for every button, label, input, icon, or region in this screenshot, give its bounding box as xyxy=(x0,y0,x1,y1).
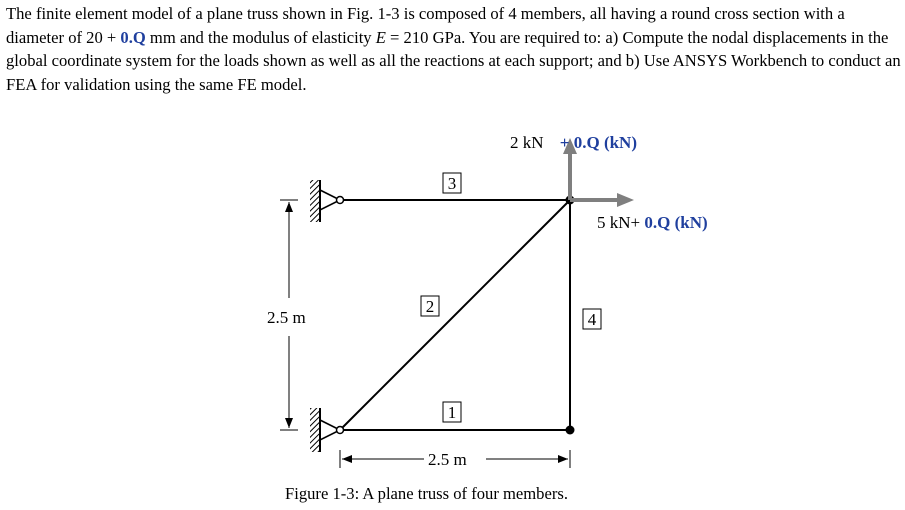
height-dimension-label: 2.5 m xyxy=(267,308,306,327)
horizontal-load-value: 5 kN+ xyxy=(597,213,645,232)
member-1-number: 1 xyxy=(447,403,457,422)
vertical-load-q: + 0.Q (kN) xyxy=(559,133,637,152)
horizontal-load-q: 0.Q (kN) xyxy=(644,213,708,232)
problem-q-diameter: 0.Q xyxy=(120,27,146,47)
problem-text-2: mm and the modulus of elasticity xyxy=(145,27,376,47)
member-4-label xyxy=(583,309,601,329)
figure-caption: Figure 1-3: A plane truss of four members. xyxy=(285,484,568,503)
vertical-load-label xyxy=(510,133,637,152)
node-bottom-right xyxy=(566,426,575,435)
member-3-label xyxy=(443,173,461,193)
member-2-line xyxy=(340,200,570,430)
member-2-label xyxy=(421,296,439,316)
top-pin-support xyxy=(310,180,344,222)
vertical-load-value: 2 kN xyxy=(510,133,548,152)
member-3-number: 3 xyxy=(447,174,457,193)
width-dimension-label: 2.5 m xyxy=(428,450,467,469)
member-1-label xyxy=(443,402,461,422)
member-4-number: 4 xyxy=(587,310,597,329)
bottom-pin-support xyxy=(310,408,344,452)
problem-text-3: = 210 GPa. You are required to: a) Compute the nodal displacements in the global coordinate system for the loads shown as well as all the reactions at each support; and b) Use ANSYS Workbench to conduct an FEA for validation using the same FE model. xyxy=(6,27,901,94)
problem-text-1: The finite element model of a plane truss shown in Fig. 1-3 is composed of 4 members, all having a round cross section with a diameter of 20 + xyxy=(6,4,845,47)
problem-var-e: E xyxy=(375,27,386,47)
horizontal-load-arrow xyxy=(570,193,634,207)
horizontal-load-label xyxy=(597,213,708,232)
member-2-number: 2 xyxy=(425,297,435,316)
